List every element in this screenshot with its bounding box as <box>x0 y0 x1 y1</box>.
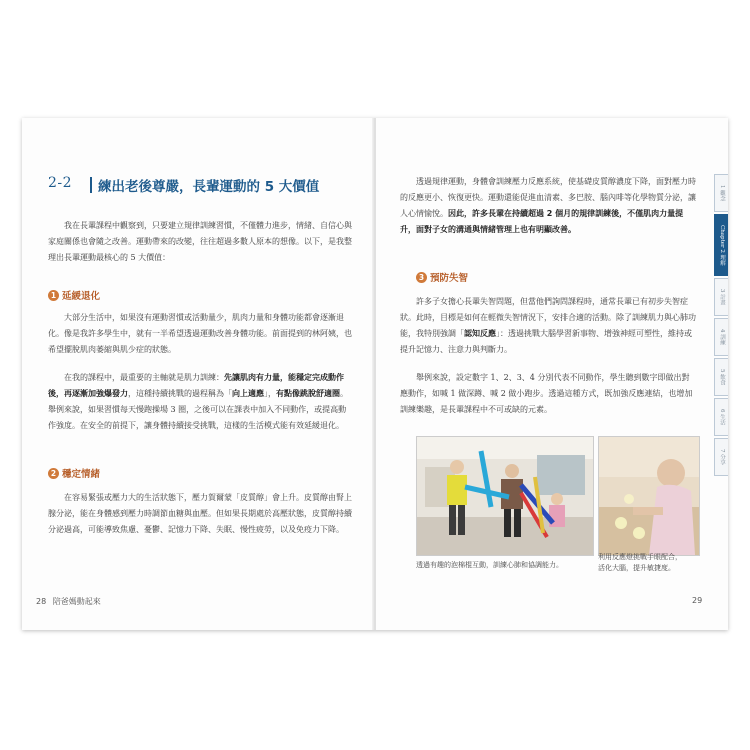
text-run: 。舉例來說，如果習慣每天慢跑操場 3 圈，之後可以在課表中加入不同動作，或提高動作強度。在安全的前提下，讓身體持續接受挑戰，這樣的生活模式能有效延緩退化。 <box>48 389 348 430</box>
chapter-tab-7[interactable]: 7 分享 <box>714 438 728 476</box>
emphasis-text: 認知反應 <box>464 329 496 338</box>
book-title: 陪爸媽動起來 <box>52 597 101 606</box>
subheading-text: 預防失智 <box>430 273 469 284</box>
paragraph-number-game: 舉例來說，設定數字 1、2、3、4 分別代表不同動作，學生聽到數字即做出對應動作，如喊 1 做深蹲、喊 2 做小跑步。透過這種方式，既加強反應連結，也增加訓練樂趣，是長輩課程中不可或缺的元素。 <box>400 373 693 414</box>
caption-line: 活化大腦，提升敏捷度。 <box>598 564 675 572</box>
paragraph-cortisol: 在容易緊張或壓力大的生活狀態下，壓力賀爾蒙「皮質醇」會上升。皮質醇由腎上腺分泌，能在身體感到壓力時調節血糖與血壓。但如果長期處於高壓狀態，皮質醇持續分泌過高，可能導致焦慮、憂鬱、記憶力下降、失眠、慢性疲勞，以及免疫力下降。 <box>48 493 352 534</box>
section-heading <box>48 174 368 196</box>
left-page <box>22 118 374 630</box>
text-run: 」， <box>264 389 276 398</box>
subheading-text: 穩定情緒 <box>62 469 101 480</box>
emphasis-text: 因此，許多長輩在持續超過 2 個月的規律訓練後，不僅肌肉力量提升，面對子女的溝通與情緒管理上也有明顯改善。 <box>400 209 684 234</box>
chapter-tab-1[interactable]: 1 觀念 <box>714 174 728 212</box>
text-run: ，這種持續挑戰的過程稱為「 <box>128 389 232 398</box>
paragraph-strength-training <box>48 370 354 434</box>
paragraph-aging: 大部分生活中，如果沒有運動習慣或活動量少，肌肉力量和身體功能都會逐漸退化。像是我許多學生中，就有一半希望透過運動改善身體功能。前面提到的林阿姨，也希望擺脫肌肉萎縮與肌少症的狀態。 <box>48 313 352 354</box>
chapter-tab-5[interactable]: 5 飲食 <box>714 358 728 396</box>
emphasis-text: 先讓肌肉有力量，能穩定完成動作後，再逐漸加強爆發力 <box>48 373 344 398</box>
chapter-tab-3[interactable]: 3 計畫 <box>714 278 728 316</box>
subheading-number: 1 <box>48 290 59 301</box>
subheading-stabilize-mood <box>48 466 100 480</box>
photo-reaction-light <box>598 436 700 556</box>
text-run: 」：透過挑戰大腦學習新事物、增強神經可塑性，維持或提升記憶力、注意力與判斷力。 <box>400 329 692 354</box>
paragraph-stress-response <box>400 174 696 238</box>
intro-paragraph: 我在長輩課程中觀察到，只要建立規律訓練習慣，不僅體力進步，情緒、自信心與家庭關係也會隨之改善。運動帶來的改變，往往超過多數人原本的想像。以下，是我整理出長輩運動最核心的 5 大價值： <box>48 221 352 262</box>
right-page <box>376 118 728 630</box>
page-footer-left <box>36 596 101 607</box>
photo-foam-noodle-exercise <box>416 436 594 556</box>
photo-illustration <box>599 437 699 555</box>
subheading-number: 2 <box>48 468 59 479</box>
paragraph-dementia <box>400 294 696 358</box>
subheading-prevent-dementia <box>416 270 468 284</box>
page-footer-right: 29 <box>692 596 703 605</box>
emphasis-text: 向上適應 <box>232 389 264 398</box>
photo-caption-1: 透過有趣的泡棉棍互動，訓練心肺和協調能力。 <box>416 561 563 569</box>
page-number: 28 <box>36 597 47 606</box>
text-run: 在我的課程中，最重要的主軸就是肌力訓練： <box>64 373 224 382</box>
caption-line: 利用反應燈挑戰手眼配合， <box>598 553 682 561</box>
photo-illustration <box>417 437 593 555</box>
subheading-text: 延緩退化 <box>62 291 101 302</box>
text-run: 許多子女擔心長輩失智問題，但當他們詢問課程時，通常長輩已有初步失智症狀。此時，目標是如何在輕微失智情況下，安排合適的活動。除了訓練肌力與心肺功能，我特別強調「 <box>400 297 696 338</box>
chapter-tab-2-active[interactable]: Chapter 2 理解 <box>714 214 728 276</box>
subheading-number: 3 <box>416 272 427 283</box>
emphasis-text: 有點像跳脫舒適圈 <box>276 389 340 398</box>
section-number: 2-2 <box>48 175 73 191</box>
section-title: 練出老後尊嚴，長輩運動的 5 大價值 <box>98 179 320 195</box>
chapter-tab-4[interactable]: 4 訓練 <box>714 318 728 356</box>
book-spread <box>22 118 728 630</box>
chapter-tabs <box>714 174 730 504</box>
section-divider <box>90 177 92 193</box>
text-run: 透過規律運動，身體會訓練壓力反應系統，使基礎皮質醇濃度下降，面對壓力時的反應更小、恢復更快。運動還能促進血清素、多巴胺、腦內啡等化學物質分泌，讓人心情愉悅。 <box>400 177 696 218</box>
photo-caption-2 <box>598 552 708 574</box>
chapter-tab-6[interactable]: 6 生活 <box>714 398 728 436</box>
subheading-delay-aging <box>48 288 100 302</box>
